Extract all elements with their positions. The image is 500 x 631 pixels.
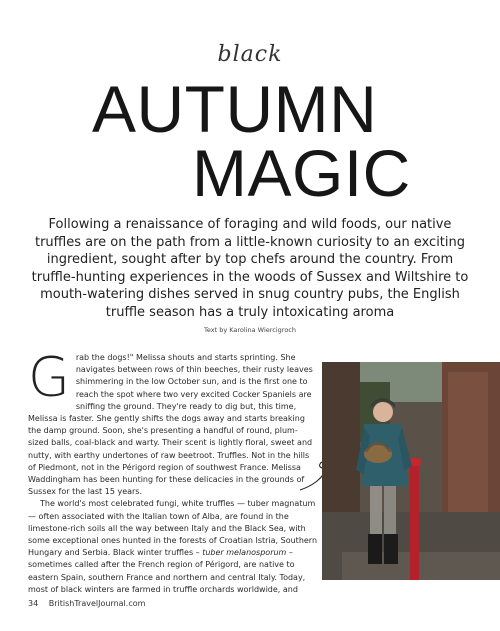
headline-line-2: MAGIC [192, 136, 411, 210]
kicker-word: black [217, 42, 283, 67]
photo-woman-with-truffle-basket [322, 362, 500, 580]
paragraph-2 [28, 498, 318, 596]
article-photo [322, 362, 500, 580]
headline-line-1: AUTUMN [92, 72, 378, 146]
page-number: 34 [28, 599, 39, 608]
paragraph-1 [28, 346, 318, 498]
byline: Text by Karolina Wiercigroch [204, 326, 296, 334]
paragraph-2-text-b: – sometimes called after the French region of Périgord, are native to eastern Spain, southern France and northern and central Italy. Today, most of black winters are farmed in truffle orchards worldwide, and [28, 548, 306, 594]
paragraph-2-text-a: The world's most celebrated fungi, white truffles — tuber magnatum — often associated with the Italian town of Alba, are found in the limestone-rich soils all the way between Italy and the Black Sea, with some exceptional ones hunted in the forests of Croatian Istria, Southern Hungary and Serbia. Black winter truffles – [28, 499, 318, 558]
paragraph-1-text: rab the dogs!" Melissa shouts and starts sprinting. She navigates between rows of thin beeches, their rusty leaves shimmering in the low October sun, and is the first one to reach the spot where two very excited Cocker Spaniels are sniffing the ground. They're ready to dig but, this time, Melissa is faster. She gently shifts the dogs away and starts breaking the damp ground. Soon, she's presenting a handful of round, plum-sized balls, coal-black and warty. Their scent is lightly floral, sweet and nutty, with earthy undertones of raw beetroot. Truffles. Not in the hills of Piedmont, not in the Périgord region of southwest France. Melissa Waddingham has been hunting for these delicacies in the grounds of Sussex for the last 15 years. [28, 353, 313, 497]
drop-cap: G [28, 346, 70, 409]
site-name: BritishTravelJournal.com [48, 599, 146, 608]
paragraph-2-italic: tuber melanosporum [202, 548, 287, 558]
page-footer [28, 599, 145, 608]
standfirst: Following a renaissance of foraging and wild foods, our native truffles are on the path from a little-known curiosity to an exciting ingredient, sought after by top chefs around the country. From truffle-hunting experiences in the woods of Sussex and Wiltshire to mouth-watering dishes served in snug country pubs, the English truffle season has a truly intoxicating aroma [31, 217, 469, 320]
article-body [28, 346, 318, 594]
